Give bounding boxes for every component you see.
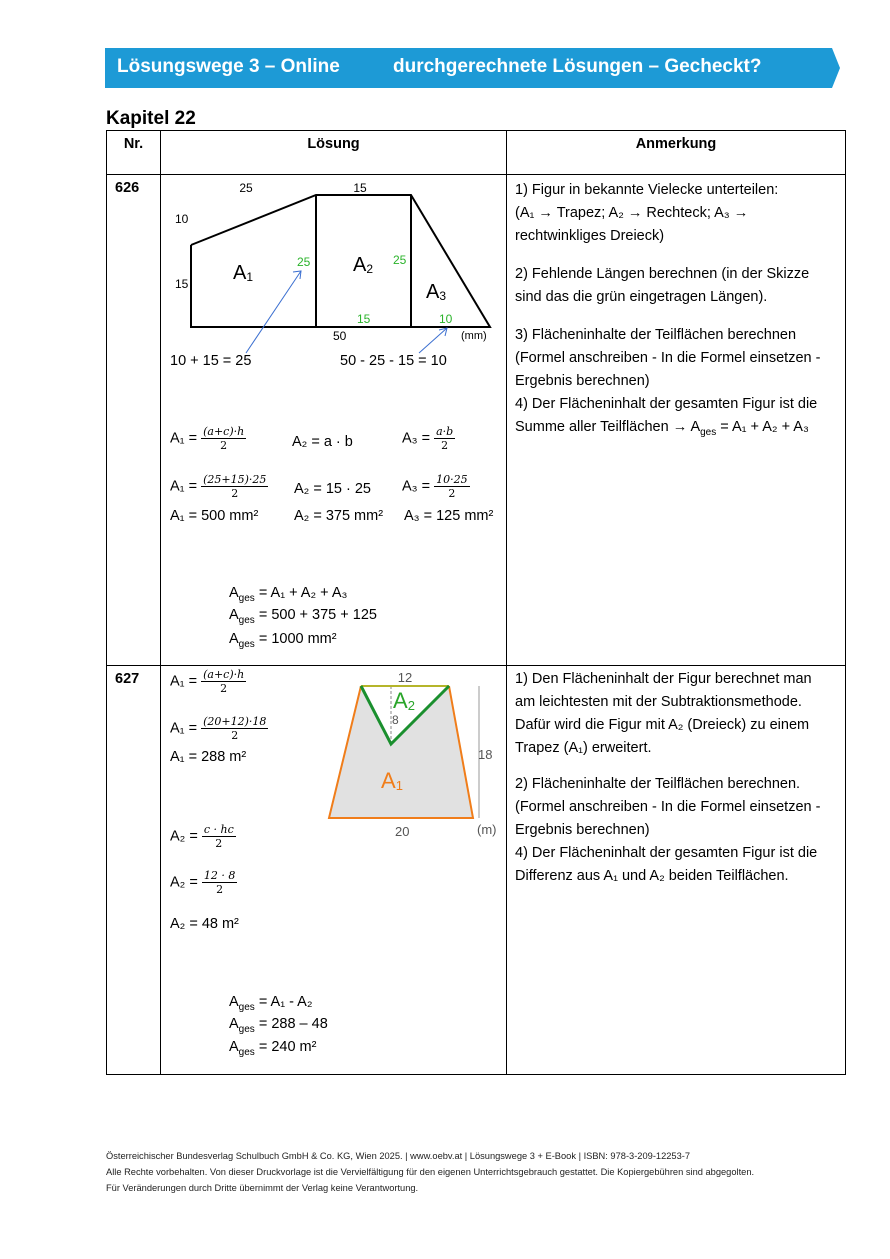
footer-line: Österreichischer Bundesverlag Schulbuch GmbH & Co. KG, Wien 2025. | www.oebv.at | Lösungswege 3 + E-Book | ISBN: 978-3-209-12253-7	[106, 1151, 691, 1161]
a2-subst: A₂ = $\frac{12 \cdot 8}{2}$	[170, 869, 236, 896]
solution-table	[106, 130, 846, 1075]
fig-left-15: 15	[175, 277, 189, 291]
fig-green-15: 15	[357, 312, 371, 326]
header-loesung: Lösung	[161, 131, 507, 175]
fig-bottom-20: 20	[395, 824, 410, 839]
a1-subst: A₁ = $\frac{(20+12)\cdot 18}{2}$	[170, 715, 267, 742]
note-line: (A₁ → Trapez; A₂ → Rechteck; A₃ →	[515, 205, 749, 221]
fig-top-25: 25	[239, 181, 253, 195]
fig-bottom-50: 50	[333, 329, 347, 343]
note-line: 2) Fehlende Längen berechnen (in der Skizze	[515, 266, 810, 282]
footer	[106, 1148, 754, 1196]
note-line: Ergebnis berechnen)	[515, 822, 650, 838]
note-line: 4) Der Flächeninhalt der gesamten Figur ist die	[515, 396, 818, 412]
result-a3: A₃ = 125 mm²	[404, 508, 494, 524]
result-a1: A₁ = 500 mm²	[170, 508, 259, 524]
fig-height-8: 8	[392, 713, 399, 727]
task-number: 627	[107, 666, 161, 1075]
total-line-2: $A_{ges} = 500 + 375 + 125$	[229, 607, 377, 626]
note-line: (Formel anschreiben - In die Formel einsetzen -	[515, 350, 821, 366]
fig-height-18: 18	[478, 747, 493, 762]
fig-left-10: 10	[175, 212, 189, 226]
fig-a2: A2	[393, 688, 415, 713]
header-anmerkung: Anmerkung	[507, 131, 846, 175]
fig-green-25b: 25	[393, 253, 407, 267]
solution-cell-626	[161, 175, 507, 666]
total-line-2: $A_{ges} = 288 - 48$	[229, 1016, 328, 1035]
chapter-title: Kapitel 22	[106, 108, 196, 129]
subst-a2: A₂ = 15 · 25	[294, 481, 371, 497]
footer-line: Für Veränderungen durch Dritte übernimmt der Verlag keine Verantwortung.	[106, 1183, 419, 1193]
formula-a3: A₃ = $\frac{a\cdot b}{2}$	[402, 425, 454, 452]
total-line-1: $A_{ges} = A_1 - A_2$	[229, 994, 313, 1013]
note-line: 1) Figur in bekannte Vielecke unterteilen:	[515, 182, 779, 198]
figure-626	[161, 175, 506, 355]
calc-right: 50 - 25 - 15 = 10	[340, 353, 447, 369]
fig-unit: (m)	[477, 822, 497, 837]
a1-formula: A₁ = $\frac{(a+c)\cdot h}{2}$	[170, 668, 245, 695]
header-subtitle: durchgerechnete Lösungen – Gecheckt?	[393, 56, 762, 77]
note-line: Trapez (A₁) erweitert.	[515, 740, 652, 756]
figure-627	[321, 668, 506, 843]
fig-unit: (mm)	[461, 330, 487, 342]
fig-green-25a: 25	[297, 255, 311, 269]
fig-a3: A3	[426, 281, 447, 303]
note-line: Dafür wird die Figur mit A₂ (Dreieck) zu einem	[515, 717, 810, 733]
task-number: 626	[107, 175, 161, 666]
note-line: 1) Den Flächeninhalt der Figur berechnet man	[515, 671, 812, 687]
result-a2: A₂ = 375 mm²	[294, 508, 384, 524]
note-line: 3) Flächeninhalte der Teilflächen berechnen	[515, 327, 797, 343]
fig-green-10: 10	[439, 312, 453, 326]
fig-top-12: 12	[397, 670, 413, 685]
note-line: Ergebnis berechnen)	[515, 373, 650, 389]
note-line: am leichtesten mit der Subtraktionsmethode.	[515, 694, 802, 710]
note-line: 4) Der Flächeninhalt der gesamten Figur ist die	[515, 845, 818, 861]
note-line: Differenz aus A₁ und A₂ beiden Teilflächen.	[515, 868, 789, 884]
formula-a1: A₁ = $\frac{(a+c)\cdot h}{2}$	[170, 425, 245, 452]
a1-result: A₁ = 288 m²	[170, 749, 247, 765]
subst-a1: A₁ = $\frac{(25+15)\cdot 25}{2}$	[170, 473, 267, 500]
footer-line: Alle Rechte vorbehalten. Von dieser Druckvorlage ist die Vervielfältigung für den eigenen Unterrichtsgebrauch gestattet. Die Kopiergebühren sind abgegolten.	[106, 1167, 755, 1177]
table-row-627	[107, 666, 846, 1075]
fig-a1: A1	[381, 768, 403, 793]
fig-a1: A1	[233, 262, 254, 284]
solution-cell-627	[161, 666, 507, 1075]
notes-cell-626	[507, 175, 846, 666]
total-line-3: $A_{ges} = 1000$ mm²	[229, 631, 337, 650]
note-line: rechtwinkliges Dreieck)	[515, 228, 665, 244]
subst-a3: A₃ = $\frac{10\cdot 25}{2}$	[402, 473, 468, 500]
notes-cell-627	[507, 666, 846, 1075]
header-title: Lösungswege 3 – Online	[117, 56, 340, 77]
note-line: (Formel anschreiben - In die Formel einsetzen -	[515, 799, 821, 815]
a2-formula: A₂ = $\frac{c \cdot hc}{2}$	[170, 823, 234, 850]
formula-a2: A₂ = a · b	[292, 434, 353, 450]
table-row-626	[107, 175, 846, 666]
note-line: sind das die grün eingetragen Längen).	[515, 289, 768, 305]
note-line: 2) Flächeninhalte der Teilflächen berechnen.	[515, 776, 801, 792]
a2-result: A₂ = 48 m²	[170, 916, 239, 932]
fig-a2: A2	[353, 254, 374, 276]
note-line: Summe aller Teilflächen → $A_{ges} = A_1 + A_2 + A_3$	[515, 419, 809, 438]
table-header-row	[107, 131, 846, 175]
total-line-1: $A_{ges} = A_1 + A_2 + A_3$	[229, 585, 348, 604]
total-line-3: $A_{ges} = 240$ m²	[229, 1039, 317, 1058]
fig-top-15: 15	[353, 181, 367, 195]
header-nr: Nr.	[107, 131, 161, 175]
calc-left: 10 + 15 = 25	[170, 353, 252, 369]
header-banner	[105, 48, 840, 88]
